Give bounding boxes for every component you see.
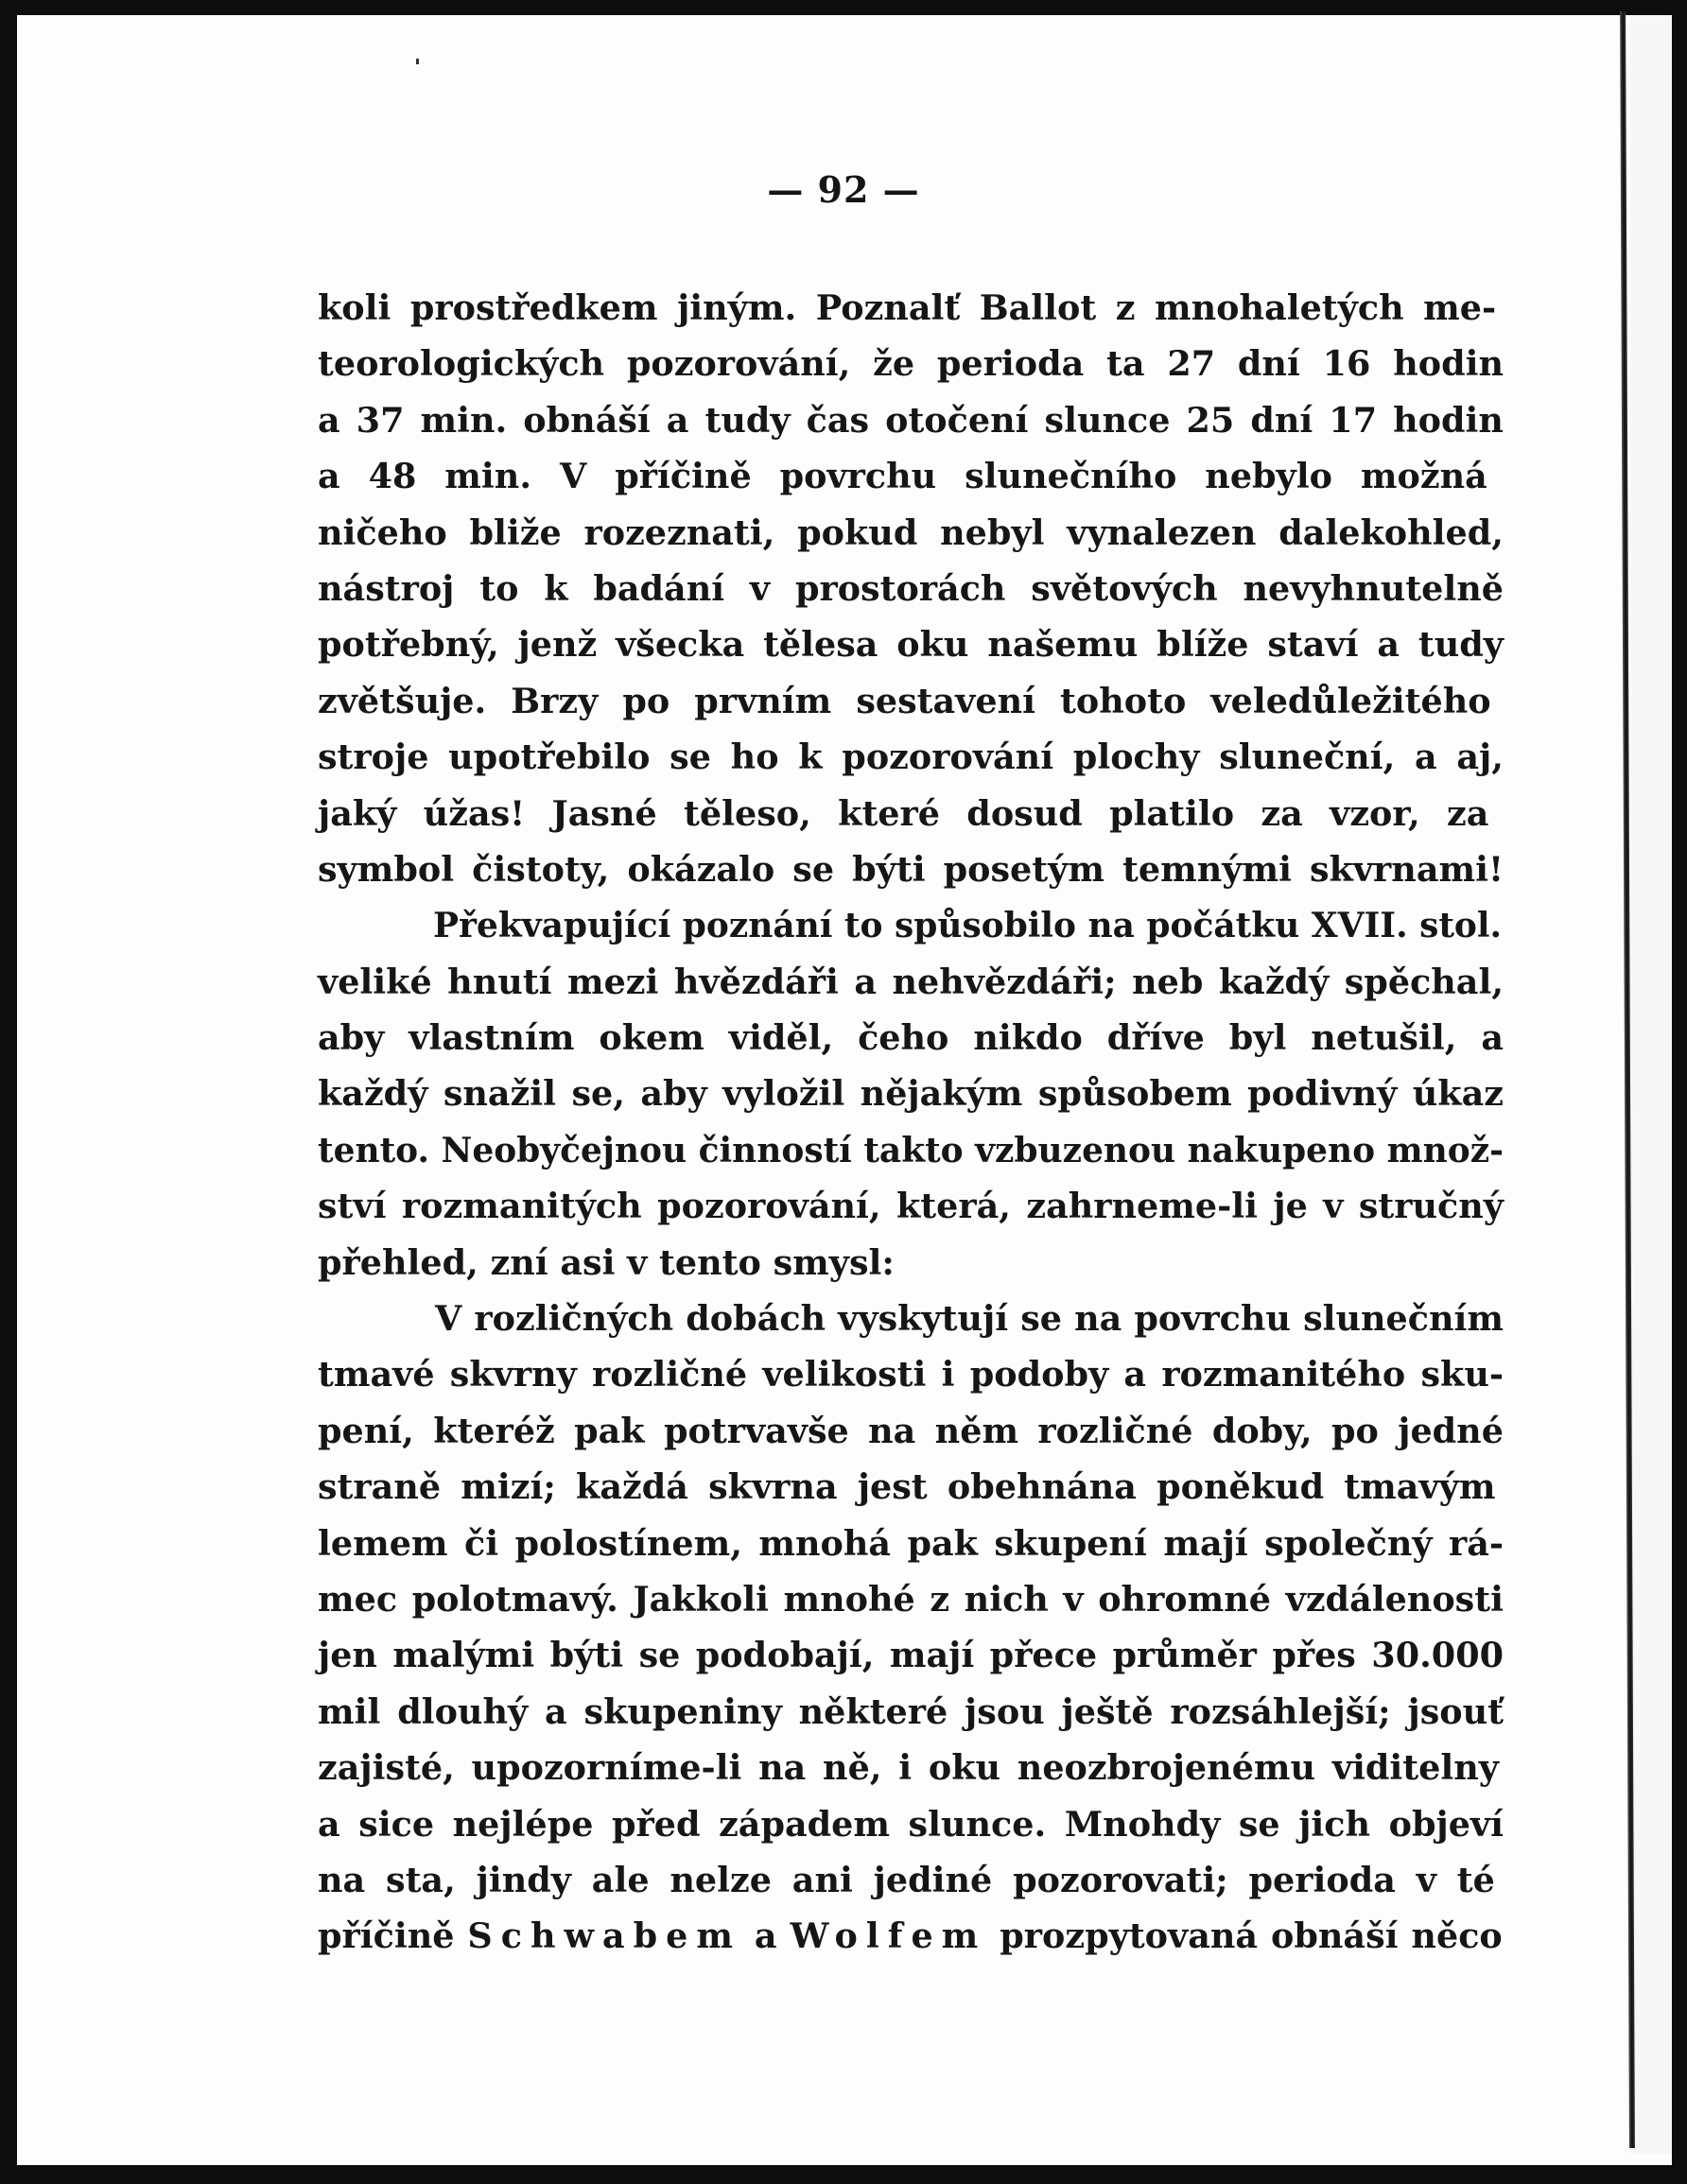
text-line: aby vlastním okem viděl, čeho nikdo dříve byl netušil, a (318, 1017, 1504, 1059)
text-line: zajisté, upozorníme-li na ně, i oku neozbrojenému viditelny (318, 1747, 1499, 1789)
text-line: stroje upotřebilo se ho k pozorování plochy sluneční, a aj, (318, 737, 1504, 778)
text-line-final (318, 1908, 1504, 1964)
text-line: lemem či polostínem, mnohá pak skupení mají společný rá- (318, 1522, 1504, 1564)
text-line: zvětšuje. Brzy po prvním sestavení tohoto veledůležitého (318, 680, 1491, 721)
text-line: mil dlouhý a skupeniny některé jsou ještě rozsáhlejší; jsouť (318, 1690, 1504, 1732)
text-line: teorologických pozorování, že perioda ta 27 dní 16 hodin (318, 343, 1504, 385)
body-text (318, 280, 1504, 1965)
text-line: přehled, zní asi v tento smysl: (318, 1241, 895, 1283)
paragraph-3 (318, 1291, 1504, 1965)
text-line: veliké hnutí mezi hvězdáři a nehvězdáři; neb každý spěchal, (318, 961, 1504, 1002)
text-line: symbol čistoty, okázalo se býti posetým temnými skvrnami! (318, 848, 1504, 890)
text-fragment: a (740, 1915, 791, 1957)
text-line: na sta, jindy ale nelze ani jediné pozorovati; perioda v té (318, 1859, 1495, 1900)
text-line: pení, kteréž pak potrvavše na něm rozličné doby, po jedné (318, 1410, 1504, 1451)
page-number: — 92 — (767, 168, 920, 211)
text-line: tento. Neobyčejnou činností takto vzbuzenou nakupeno množ- (318, 1129, 1504, 1170)
text-line: tmavé skvrny rozličné velikosti i podoby a rozmanitého sku- (318, 1354, 1504, 1395)
text-line: ničeho bliže rozeznati, pokud nebyl vynalezen dalekohled, (318, 511, 1504, 553)
spaced-name-schwabe: Schwabem (467, 1915, 741, 1957)
spaced-name-wolf: Wolfem (790, 1915, 987, 1957)
text-line: nástroj to k badání v prostorách světových nevyhnutelně (318, 567, 1504, 609)
text-line: ství rozmanitých pozorování, která, zahrneme-li je v stručný (318, 1186, 1504, 1227)
text-line: jen malými býti se podobají, mají přece průměr přes 30.000 (318, 1635, 1504, 1676)
scan-bottom-border (0, 2165, 1687, 2184)
text-line: každý snažil se, aby vyložil nějakým spůsobem podivný úkaz (318, 1073, 1504, 1115)
text-line: straně mizí; každá skvrna jest obehnána poněkud tmavým (318, 1466, 1496, 1508)
text-fragment: příčině (318, 1915, 468, 1957)
text-line: koli prostředkem jiným. Poznalť Ballot z mnohaletých me- (318, 287, 1497, 328)
text-line: a sice nejlépe před západem slunce. Mnohdy se jich objeví (318, 1803, 1504, 1845)
paragraph-1 (318, 280, 1504, 897)
text-line: mec polotmavý. Jakkoli mnohé z nich v ohromné vzdálenosti (318, 1578, 1504, 1620)
text-line: V rozličných dobách vyskytují se na povrchu slunečním (435, 1298, 1504, 1340)
text-line: a 37 min. obnáší a tudy čas otočení slunce 25 dní 17 hodin (318, 399, 1504, 441)
adjacent-page-strip (1630, 15, 1672, 2154)
text-line: a 48 min. V příčině povrchu slunečního nebylo možná (318, 456, 1487, 497)
text-line: potřebný, jenž všecka tělesa oku našemu blíže staví a tudy (318, 624, 1504, 666)
text-line: Překvapující poznání to spůsobilo na počátku XVII. stol. (433, 905, 1503, 946)
paragraph-2 (318, 897, 1504, 1291)
text-line: jaký úžas! Jasné těleso, které dosud platilo za vzor, za (318, 792, 1489, 834)
print-speck (416, 59, 419, 64)
text-fragment: prozpytovaná obnáší něco (986, 1915, 1503, 1957)
